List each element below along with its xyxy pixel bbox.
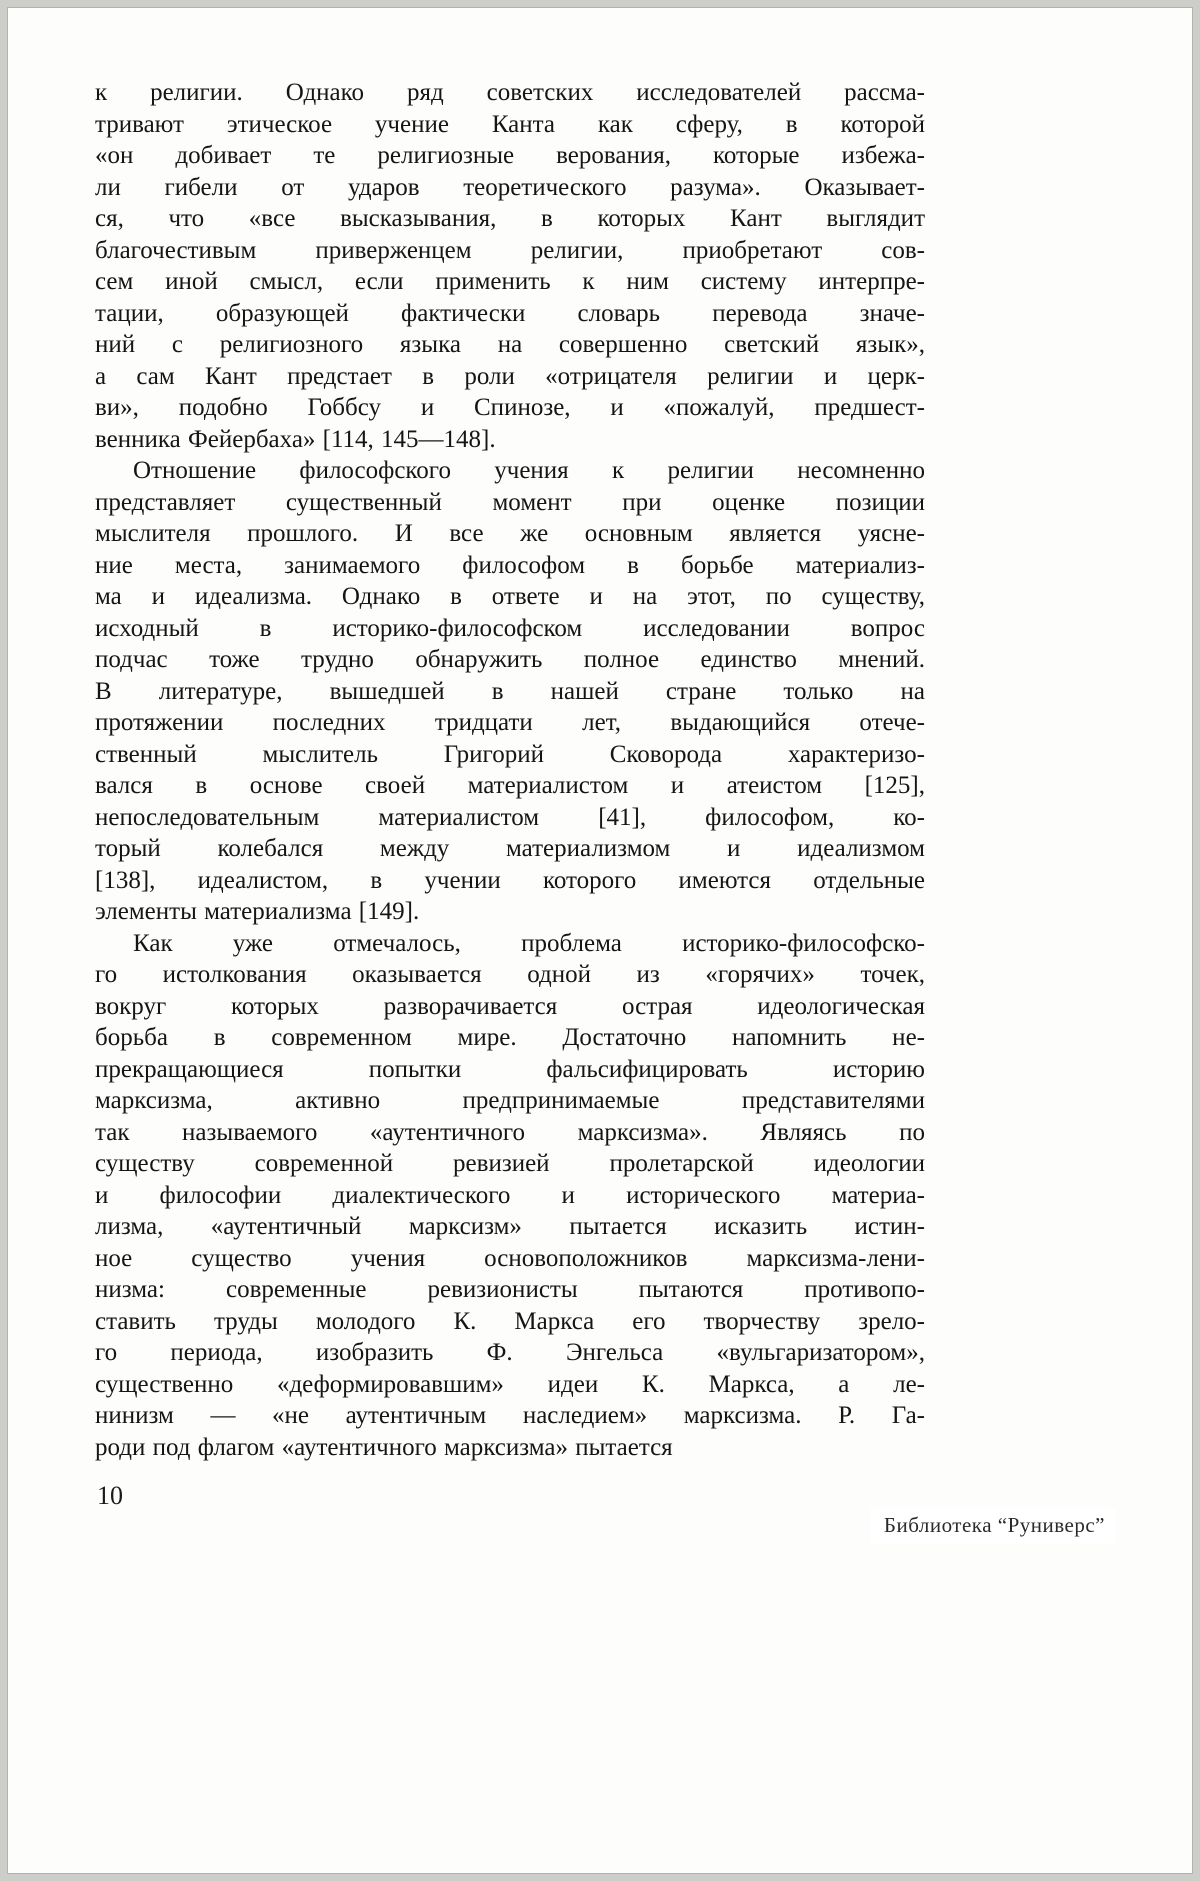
text-line: мыслителя прошлого. И все же основным является уясне- (95, 520, 925, 547)
paragraph (95, 928, 925, 1464)
text-line: ние места, занимаемого философом в борьбе материализ- (95, 551, 925, 579)
text-line: вокруг которых разворачивается острая идеологическая (95, 992, 925, 1020)
text-line: подчас тоже трудно обнаружить полное единство мнений. (95, 646, 925, 673)
text-line: протяжении последних тридцати лет, выдающийся отече- (95, 709, 925, 736)
text-line: «он добивает те религиозные верования, которые избежа- (95, 142, 925, 169)
text-line: непоследовательным материалистом [41], философом, ко- (95, 803, 925, 831)
page-number: 10 (97, 1481, 123, 1510)
text-line: ма и идеализма. Однако в ответе и на этот, по существу, (95, 583, 925, 610)
paragraph (95, 77, 925, 455)
text-line: ли гибели от ударов теоретического разума». Оказывает- (95, 173, 925, 201)
text-line: В литературе, вышедшей в нашей стране только на (95, 677, 925, 705)
text-block (95, 77, 925, 1463)
text-line: прекращающиеся попытки фальсифицировать историю (95, 1055, 925, 1083)
text-line: сем иной смысл, если применить к ним систему интерпре- (95, 268, 925, 295)
text-line: существу современной ревизией пролетарской идеологии (95, 1150, 925, 1177)
text-line: ставить труды молодого К. Маркса его творчеству зрело- (95, 1307, 925, 1335)
text-line: ное существо учения основоположников марксизма-лени- (95, 1244, 925, 1272)
text-line: а сам Кант предстает в роли «отрицателя религии и церк- (95, 362, 925, 390)
text-line: тривают этическое учение Канта как сферу, в которой (95, 110, 925, 138)
text-line: тации, образующей фактически словарь перевода значе- (95, 299, 925, 327)
text-line: венника Фейербаха» [114, 145—148]. (95, 425, 496, 453)
text-line: ся, что «все высказывания, в которых Кант выглядит (95, 205, 925, 232)
text-line: так называемого «аутентичного марксизма». Являясь по (95, 1118, 925, 1146)
text-line: ственный мыслитель Григорий Сковорода характеризо- (95, 740, 925, 768)
text-line: представляет существенный момент при оценке позиции (95, 488, 925, 516)
text-line: и философии диалектического и исторического материа- (95, 1181, 925, 1209)
text-line: нинизм — «не аутентичным наследием» марксизма. Р. Га- (95, 1402, 925, 1429)
text-line: го периода, изобразить Ф. Энгельса «вульгаризатором», (95, 1339, 925, 1366)
text-line: роди под флагом «аутентичного марксизма» пытается (95, 1433, 673, 1461)
text-line: [138], идеалистом, в учении которого имеются отдельные (95, 866, 925, 894)
text-line: благочестивым приверженцем религии, приобретают сов- (95, 236, 925, 264)
text-line: лизма, «аутентичный марксизм» пытается исказить истин- (95, 1213, 925, 1240)
text-line: марксизма, активно предпринимаемые представителями (95, 1087, 925, 1114)
text-line: вался в основе своей материалистом и атеистом [125], (95, 772, 925, 799)
library-watermark: Библиотека “Руниверс” (870, 1509, 1115, 1544)
text-line: низма: современные ревизионисты пытаются противопо- (95, 1276, 925, 1303)
text-line: Отношение философского учения к религии несомненно (133, 457, 925, 484)
text-line: к религии. Однако ряд советских исследователей рассма- (95, 79, 925, 106)
text-line: Как уже отмечалось, проблема историко-философско- (133, 929, 925, 957)
text-line: элементы материализма [149]. (95, 898, 420, 925)
text-line: торый колебался между материализмом и идеализмом (95, 835, 925, 862)
text-line: го истолкования оказывается одной из «горячих» точек, (95, 961, 925, 988)
text-line: ви», подобно Гоббсу и Спинозе, и «пожалуй, предшест- (95, 394, 925, 421)
text-line: ний с религиозного языка на совершенно светский язык», (95, 331, 925, 358)
text-line: существенно «деформировавшим» идеи К. Маркса, а ле- (95, 1370, 925, 1398)
text-line: исходный в историко-философском исследовании вопрос (95, 614, 925, 642)
paragraph (95, 455, 925, 928)
text-line: борьба в современном мире. Достаточно напомнить не- (95, 1024, 925, 1051)
